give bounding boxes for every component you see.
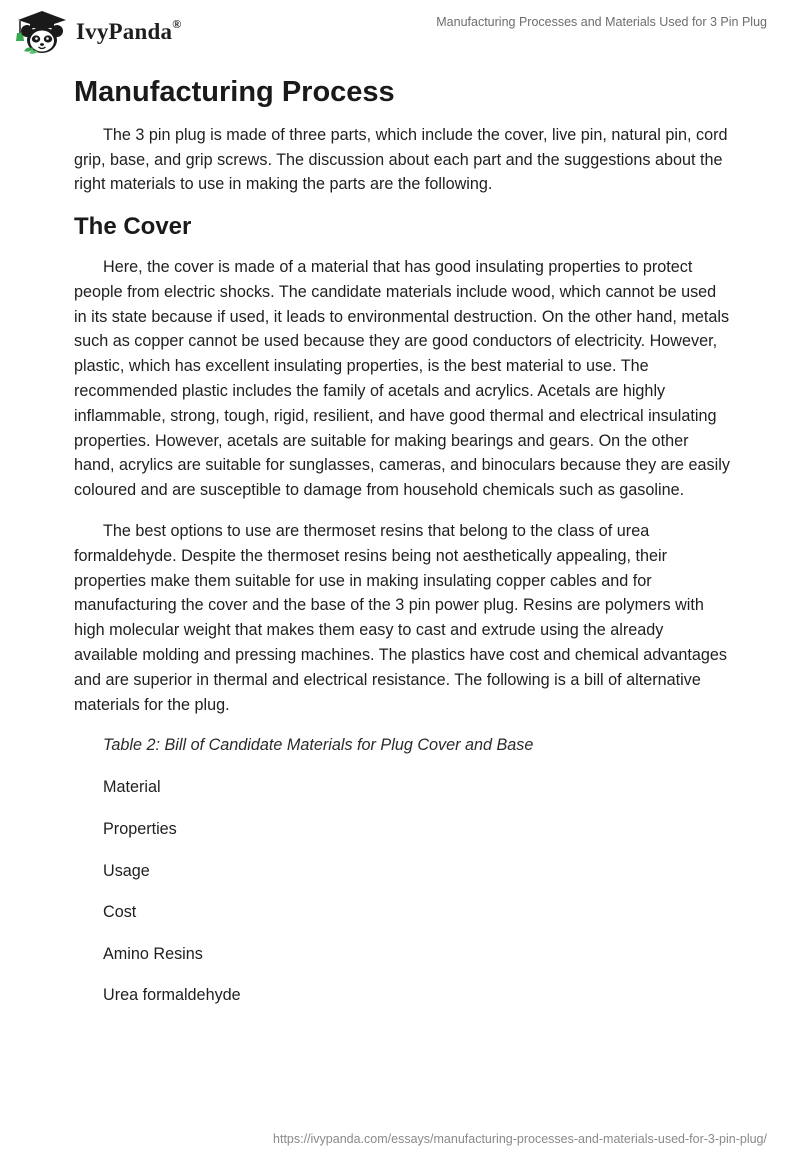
panda-graduate-icon xyxy=(14,9,70,55)
source-url[interactable]: https://ivypanda.com/essays/manufacturing-processes-and-materials-used-for-3-pin-plug/ xyxy=(273,1132,767,1146)
section-heading: Manufacturing Process xyxy=(74,76,395,108)
table-caption: Table 2: Bill of Candidate Materials for Plug Cover and Base xyxy=(103,736,534,755)
table-cell: Amino Resins xyxy=(103,944,203,963)
document-title: Manufacturing Processes and Materials Used for 3 Pin Plug xyxy=(436,15,767,29)
materials-table xyxy=(74,775,730,1007)
page-header xyxy=(0,0,800,60)
article-body xyxy=(74,70,730,1025)
cover-paragraph-1: Here, the cover is made of a material that has good insulating properties to protect people from electric shocks. The candidate materials include wood, which cannot be used in its state because if used, it leads to environmental destruction. On the other hand, metals such as copper cannot be used because they are good conductors of electricity. However, plastic, which has excellent insulating properties, is the best material to use. The recommended plastic includes the family of acetals and acrylics. Acetals are highly inflammable, strong, tough, rigid, resilient, and have good thermal and electrical insulating properties. However, acetals are suitable for making bearings and gears. On the other hand, acrylics are suitable for sunglasses, cameras, and binoculars because they are easily coloured and are susceptible to damage from household chemicals such as gasoline. xyxy=(74,257,730,500)
intro-paragraph: The 3 pin plug is made of three parts, which include the cover, live pin, natural pin, cord grip, base, and grip screws. The discussion about each part and the suggestions about the right materials to use in making the parts are the following. xyxy=(74,125,728,194)
table-cell: Urea formaldehyde xyxy=(103,986,241,1005)
table-cell: Properties xyxy=(103,819,177,838)
subsection-heading: The Cover xyxy=(74,213,192,241)
ivypanda-logo[interactable] xyxy=(14,9,181,55)
table-cell: Material xyxy=(103,778,161,797)
table-cell: Usage xyxy=(103,861,150,880)
table-cell: Cost xyxy=(103,903,137,922)
cover-paragraph-2: The best options to use are thermoset resins that belong to the class of urea formaldehyde. Despite the thermoset resins being not aesthetically appealing, their properties make them suitable for use in making insulating copper cables and for manufacturing the cover and the base of the 3 pin power plug. Resins are polymers with high molecular weight that makes them easy to cast and extrude using the already available molding and pressing machines. The plastics have cost and chemical advantages and are superior in thermal and electrical resistance. The following is a bill of alternative materials for the plug. xyxy=(74,521,727,714)
brand-name: IvyPanda® xyxy=(76,17,182,44)
